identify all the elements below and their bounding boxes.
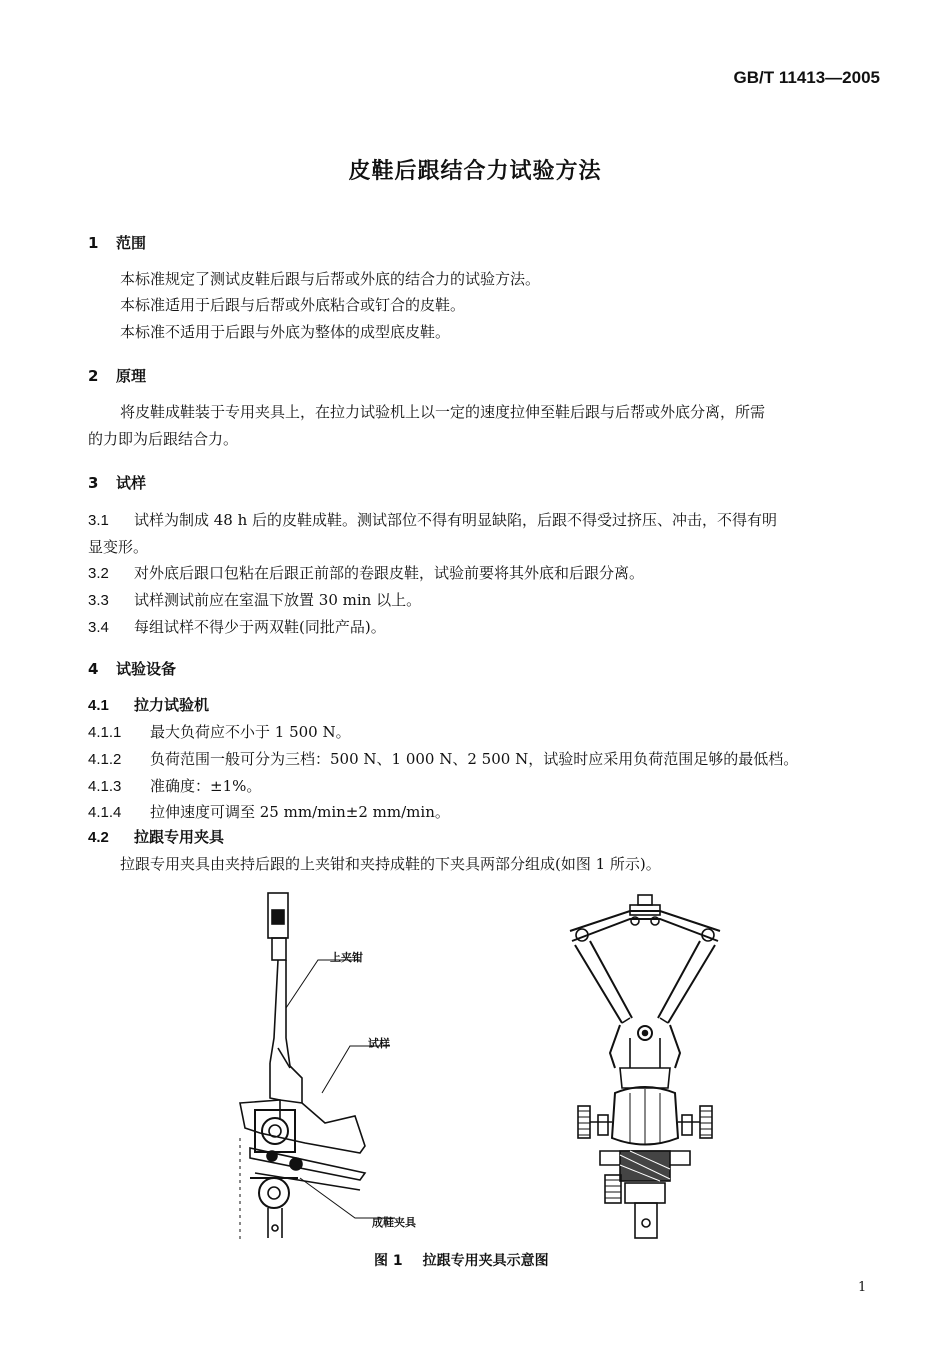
section-number: 4 [88, 660, 99, 678]
label-shoe-fixture: 成鞋夹具 [372, 1216, 416, 1229]
paragraph: 的力即为后跟结合力。 [88, 430, 239, 448]
page-number: 1 [858, 1280, 867, 1295]
clause-number: 4.1.1 [88, 724, 122, 741]
clause-4-2-heading [88, 830, 224, 845]
paragraph: 拉跟专用夹具由夹持后跟的上夹钳和夹持成鞋的下夹具两部分组成(如图 1 所示)。 [120, 855, 661, 873]
section-title: 试验设备 [116, 660, 177, 678]
clause-number: 4.1 [88, 697, 109, 714]
paragraph: 本标准不适用于后跟与外底为整体的成型底皮鞋。 [120, 323, 451, 341]
clause-text: 对外底后跟口包粘在后跟正前部的卷跟皮鞋，试验前要将其外底和后跟分离。 [134, 564, 645, 582]
clause-number: 4.1.2 [88, 751, 122, 768]
label-specimen: 试样 [368, 1037, 390, 1050]
clause-number: 3.2 [88, 565, 109, 582]
standard-number: GB/T 11413—2005 [733, 68, 880, 87]
clause-text: 准确度：±1%。 [150, 777, 262, 795]
figure-caption [374, 1250, 549, 1270]
clause-number: 4.2 [88, 829, 109, 846]
clause-number: 3.4 [88, 619, 109, 636]
clause-title: 拉跟专用夹具 [134, 828, 225, 846]
clause-4-1-2 [88, 752, 798, 767]
paragraph: 本标准规定了测试皮鞋后跟与后帮或外底的结合力的试验方法。 [120, 270, 541, 288]
clause-3-4 [88, 620, 386, 635]
clause-text: 每组试样不得少于两双鞋(同批产品)。 [134, 618, 386, 636]
clause-number: 4.1.3 [88, 778, 122, 795]
clause-3-2 [88, 566, 644, 581]
figure-left-drawing [230, 888, 450, 1248]
clause-4-1-4 [88, 805, 450, 820]
section-1-heading [88, 232, 146, 253]
section-number: 2 [88, 367, 99, 385]
clause-4-1-3 [88, 779, 261, 794]
clause-text: 拉伸速度可调至 25 mm/min±2 mm/min。 [150, 803, 450, 821]
clause-number: 3.3 [88, 592, 109, 609]
section-2-heading [88, 365, 146, 386]
clause-continuation: 显变形。 [88, 538, 149, 556]
section-4-heading [88, 658, 176, 679]
section-title: 试样 [116, 474, 147, 492]
figure-number: 图 1 [374, 1253, 403, 1269]
section-number: 1 [88, 234, 99, 252]
clause-4-1-heading [88, 698, 209, 713]
clause-text: 负荷范围一般可分为三档：500 N、1 000 N、2 500 N，试验时应采用负荷范围足够的最低档。 [150, 750, 799, 768]
clause-text: 最大负荷应不小于 1 500 N。 [150, 723, 351, 741]
label-upper-clamp: 上夹钳 [330, 951, 363, 964]
clause-text: 试样为制成 48 h 后的皮鞋成鞋。测试部位不得有明显缺陷，后跟不得受过挤压、冲击，不得有明 [134, 511, 778, 529]
figure-title: 拉跟专用夹具示意图 [422, 1253, 549, 1269]
clause-number: 3.1 [88, 512, 109, 529]
clause-3-1 [88, 513, 777, 528]
clause-3-3 [88, 593, 421, 608]
clause-title: 拉力试验机 [134, 696, 210, 714]
page-title: 皮鞋后跟结合力试验方法 [348, 159, 602, 184]
paragraph: 本标准适用于后跟与后帮或外底粘合或钉合的皮鞋。 [120, 296, 466, 314]
section-title: 原理 [116, 367, 147, 385]
section-number: 3 [88, 474, 99, 492]
section-title: 范围 [116, 234, 147, 252]
figure-right-drawing [560, 893, 730, 1243]
section-3-heading [88, 472, 146, 493]
paragraph: 将皮鞋成鞋装于专用夹具上，在拉力试验机上以一定的速度拉伸至鞋后跟与后帮或外底分离，所需 [120, 403, 766, 421]
clause-4-1-1 [88, 725, 351, 740]
clause-text: 试样测试前应在室温下放置 30 min 以上。 [134, 591, 422, 609]
clause-number: 4.1.4 [88, 804, 122, 821]
